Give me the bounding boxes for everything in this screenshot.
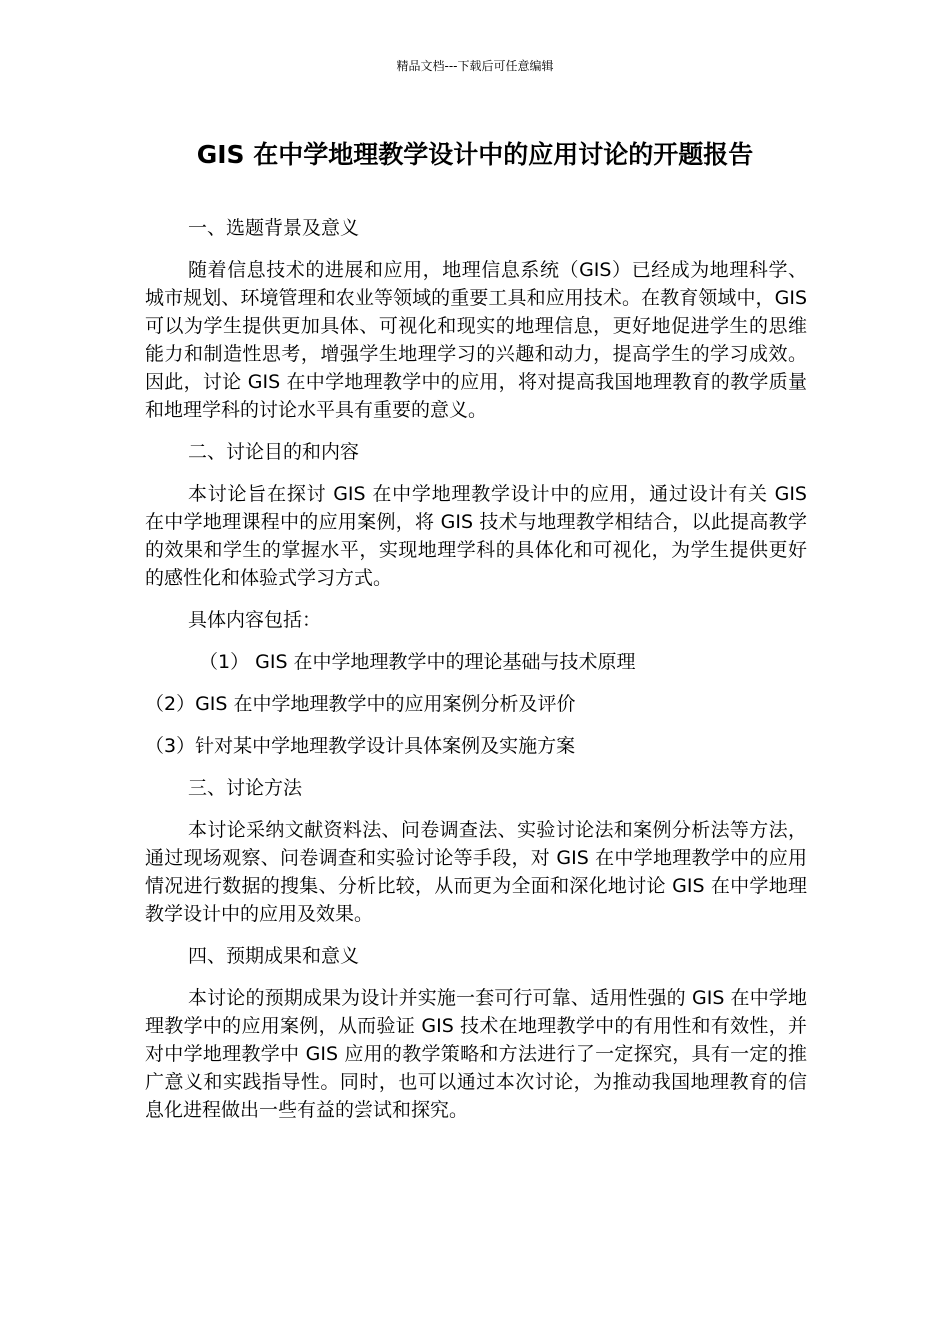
section-paragraph-methods: 本讨论采纳文献资料法、问卷调查法、实验讨论法和案例分析法等方法，通过现场观察、问卷调查和实验讨论等手段，对 GIS 在中学地理教学中的应用情况进行数据的搜集、分析比较，从而更为全面和深化地讨论 GIS 在中学地理教学设计中的应用及效果。 [145,819,807,925]
document-body [145,214,807,1138]
list-item: （3）针对某中学地理教学设计具体案例及实施方案 [145,735,576,757]
section-paragraph-outcomes: 本讨论的预期成果为设计并实施一套可行可靠、适用性强的 GIS 在中学地理教学中的应用案例，从而验证 GIS 技术在地理教学中的有用性和有效性，并对中学地理教学中 GIS 应用的教学策略和方法进行了一定探究，具有一定的推广意义和实践指导性。同时，也可以通过本次讨论，为推动我国地理教育的信息化进程做出一些有益的尝试和探究。 [145,987,807,1121]
header-note: 精品文档---下载后可任意编辑 [396,59,554,73]
document-title: GIS 在中学地理教学设计中的应用讨论的开题报告 [196,140,754,169]
section-heading-methods: 三、讨论方法 [188,777,303,799]
section-heading-purpose: 二、讨论目的和内容 [188,441,360,463]
section-heading-outcomes: 四、预期成果和意义 [188,945,360,967]
list-item: （1） GIS 在中学地理教学中的理论基础与技术原理 [199,651,636,673]
section-paragraph-background: 随着信息技术的进展和应用，地理信息系统（GIS）已经成为地理科学、城市规划、环境管理和农业等领域的重要工具和应用技术。在教育领域中，GIS 可以为学生提供更加具体、可视化和现实的地理信息，更好地促进学生的思维能力和制造性思考，增强学生地理学习的兴趣和动力，提高学生的学习成效。因此，讨论 GIS 在中学地理教学中的应用，将对提高我国地理教育的教学质量和地理学科的讨论水平具有重要的意义。 [145,259,807,421]
section-heading-background: 一、选题背景及意义 [188,217,360,239]
section-paragraph-purpose: 本讨论旨在探讨 GIS 在中学地理教学设计中的应用，通过设计有关 GIS 在中学地理课程中的应用案例，将 GIS 技术与地理教学相结合，以此提高教学的效果和学生的掌握水平，实现地理学科的具体化和可视化，为学生提供更好的感性化和体验式学习方式。 [145,483,807,589]
contents-intro: 具体内容包括： [188,609,322,631]
list-item: （2）GIS 在中学地理教学中的应用案例分析及评价 [145,693,576,715]
